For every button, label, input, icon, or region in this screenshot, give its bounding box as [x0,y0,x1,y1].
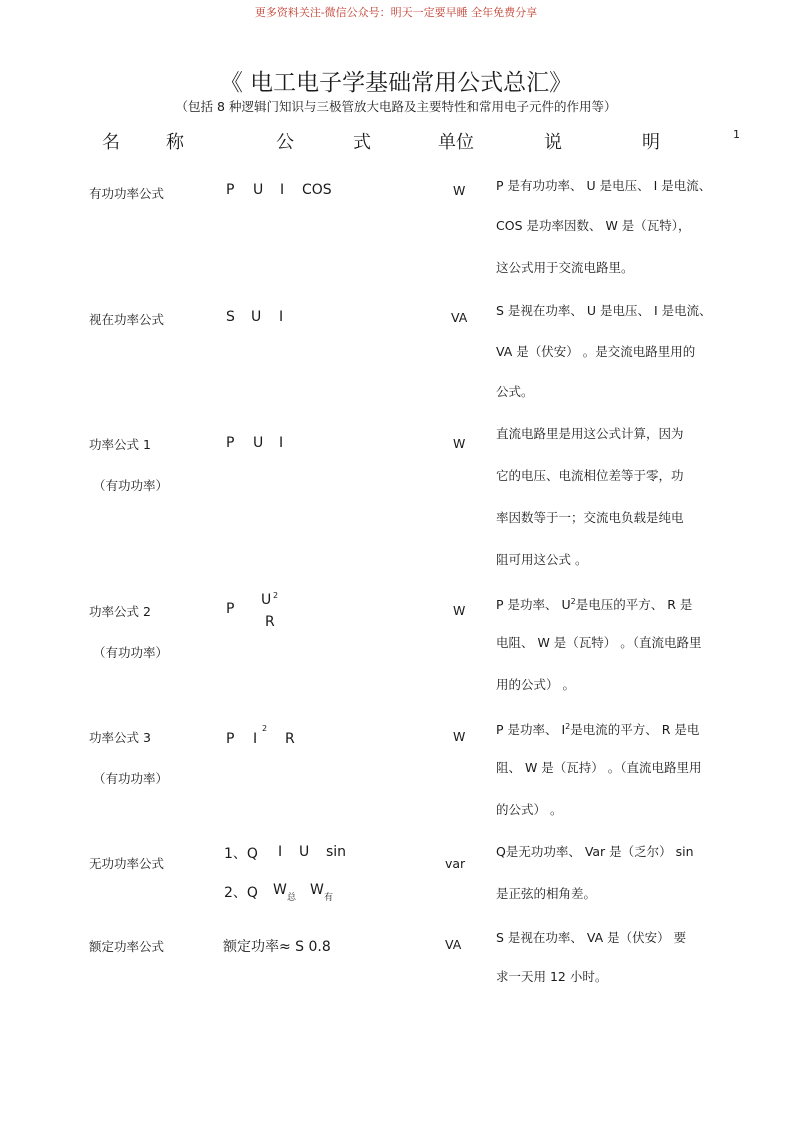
formula-term: W [273,882,287,898]
desc-line: 阻可用这公式 。 [496,552,588,567]
row-unit: VA [451,310,468,325]
header-name-1: 名 [102,132,120,153]
formula-term: W [310,882,324,898]
desc-line: 率因数等于一；交流电负载是纯电 [496,510,684,525]
formula-term: P [226,601,235,617]
row-unit: W [453,183,466,198]
page-subtitle: （包括 8 种逻辑门知识与三极管放大电路及主要特性和常用电子元件的作用等） [175,99,617,114]
row-name: 有功功率公式 [89,186,165,201]
header-desc-2: 明 [642,132,660,153]
formula-term: I [253,731,258,747]
desc-line: Q是无功功率、 Var 是（乏尔） sin [496,844,694,859]
formula-term: 2、Q [224,885,258,901]
desc-text: 是电流的平方、 R 是电 [570,722,700,737]
row-name: 无功功率公式 [89,856,165,871]
formula-subscript: 有 [324,893,334,903]
header-formula-1: 公 [276,132,294,153]
row-name: 功率公式 2 [89,604,151,619]
formula-term: 1、Q [224,846,258,862]
row-unit: W [453,729,466,744]
row-unit: VA [445,937,462,952]
desc-line: 是正弦的相角差。 [496,886,597,901]
formula-term: COS [302,182,332,198]
header-name-2: 称 [166,132,184,153]
formula-term: I [278,844,283,860]
desc-line: 它的电压、电流相位差等于零，功 [496,468,684,483]
formula-term: P [226,731,235,747]
formula-term: 额定功率≈ S 0.8 [223,939,331,955]
desc-line: 直流电路里是用这公式计算，因为 [496,426,684,441]
page-title: 《 电工电子学基础常用公式总汇》 [219,70,573,96]
top-banner: 更多资料关注-微信公众号：明天一定要早睡 全年免费分享 [254,6,538,19]
row-name: 功率公式 3 [89,730,151,745]
row-name: 功率公式 1 [89,437,151,452]
desc-line: 公式。 [496,384,534,399]
row-name: 额定功率公式 [89,939,165,954]
formula-exponent: 2 [273,591,279,600]
desc-line: 这公式用于交流电路里。 [496,260,634,275]
formula-term: I [279,435,284,451]
formula-term: U [299,844,310,860]
formula-term: P [226,182,235,198]
desc-line: VA 是（伏安） 。是交流电路里用的 [496,344,696,359]
desc-text: 是电压的平方、 R 是 [575,597,693,612]
page-number: 1 [733,128,740,141]
desc-text: P 是功率、 U [496,597,571,612]
formula-term: U [253,182,264,198]
desc-line [496,595,692,613]
row-unit: W [453,436,466,451]
formula-numerator: U [261,592,272,608]
desc-line [496,720,699,738]
formula-term: U [253,435,264,451]
row-unit: W [453,603,466,618]
formula-term: S [226,309,235,325]
desc-line: 求一天用 12 小时。 [496,969,608,984]
row-name: 视在功率公式 [89,312,165,327]
formula-term: sin [326,844,347,860]
desc-line: 电阻、 W 是（瓦特） 。（直流电路里 [496,635,702,650]
desc-text: P 是功率、 I [496,722,566,737]
formula-term: I [279,309,284,325]
desc-exponent: 2 [570,596,576,606]
formula-term: P [226,435,235,451]
desc-line: 用的公式） 。 [496,677,575,692]
desc-line: S 是视在功率、 VA 是（伏安） 要 [496,930,687,945]
header-unit: 单位 [438,132,474,153]
formula-denominator: R [265,614,275,630]
formula-exponent: 2 [262,724,268,733]
formula-term: I [280,182,285,198]
desc-line: COS 是功率因数、 W 是（瓦特）， [496,218,691,233]
formula-subscript: 总 [287,893,297,903]
row-name-sub: （有功功率） [93,478,169,493]
row-name-sub: （有功功率） [93,771,169,786]
formula-term: U [251,309,262,325]
header-formula-2: 式 [353,132,371,153]
desc-exponent: 2 [565,721,571,731]
header-desc-1: 说 [544,132,562,153]
row-name-sub: （有功功率） [93,645,169,660]
desc-line: 阻、 W 是（瓦持） 。（直流电路里用 [496,760,702,775]
desc-line: S 是视在功率、 U 是电压、 I 是电流、 [496,303,712,318]
row-unit: var [445,856,466,871]
formula-term: R [285,731,295,747]
desc-line: 的公式） 。 [496,802,563,817]
desc-line: P 是有功功率、 U 是电压、 I 是电流、 [496,178,712,193]
